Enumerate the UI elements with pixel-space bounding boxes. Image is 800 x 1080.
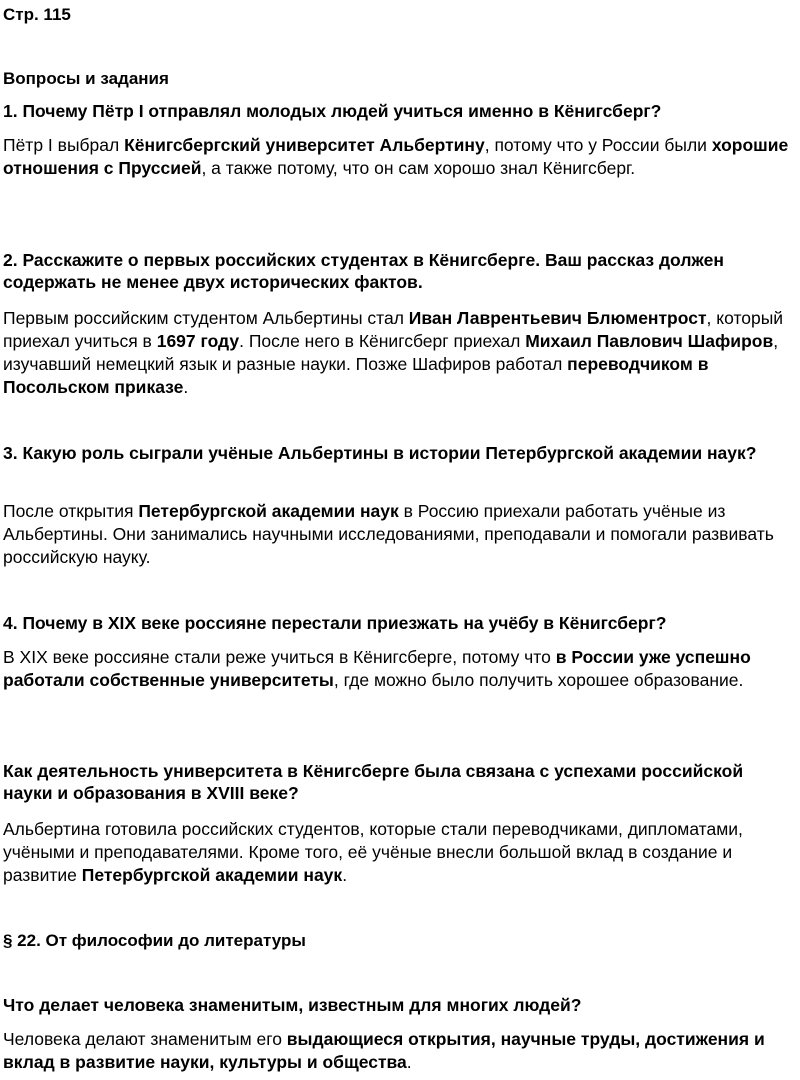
section-2-title: § 22. От философии до литературы xyxy=(3,931,306,950)
bold-term: Петербургской академии наук xyxy=(81,865,343,885)
bold-term: Кёнигсбергский университет Альбертину xyxy=(124,135,485,155)
plain-text: . После него в Кёнигсберг приехал xyxy=(239,331,526,351)
section-title: Вопросы и задания xyxy=(3,69,169,88)
plain-text: Альбертина готовила российских студентов, которые стали переводчиками, дипломатами, учёными и преподавателями. Кроме того, её учёные внесли большой вклад в создание и развитие xyxy=(3,819,743,885)
bold-term: Иван Лаврентьевич Блюментрост xyxy=(408,308,707,328)
plain-text: . xyxy=(183,377,189,397)
plain-text: В XIX веке россияне стали реже учиться в Кёнигсберге, потому что xyxy=(3,647,556,667)
answer-1 xyxy=(3,134,799,180)
question-3: 3. Какую роль сыграли учёные Альбертины в истории Петербургской академии наук? xyxy=(3,443,757,463)
plain-text: . xyxy=(342,865,348,885)
plain-text: Первым российским студентом Альбертины стал xyxy=(3,308,409,328)
plain-text: , изучавший немецкий язык и разные науки. Позже Шафиров работал xyxy=(3,331,779,374)
plain-text: Пётр I выбрал xyxy=(3,135,125,155)
bold-term: 1697 году xyxy=(156,331,240,351)
question-1: 1. Почему Пётр I отправлял молодых людей учиться именно в Кёнигсберг? xyxy=(3,101,662,121)
answer-2 xyxy=(3,307,799,399)
question-6: Что делает человека знаменитым, известным для многих людей? xyxy=(3,995,582,1015)
answer-5 xyxy=(3,818,799,887)
plain-text: После открытия xyxy=(3,501,139,521)
plain-text: Человека делают знаменитым его xyxy=(3,1029,287,1049)
plain-text: , где можно было получить хорошее образование. xyxy=(333,670,744,690)
answer-3 xyxy=(3,500,799,569)
plain-text: . xyxy=(406,1052,412,1072)
answer-6 xyxy=(3,1028,799,1074)
bold-term: Михаил Павлович Шафиров xyxy=(525,331,774,351)
bold-term: переводчиком в Посольском приказе xyxy=(3,354,709,397)
plain-text: , потому что у России были xyxy=(484,135,712,155)
answer-4 xyxy=(3,646,799,692)
question-5: Как деятельность университета в Кёнигсберге была связана с успехами российской науки и образования в XVIII веке? xyxy=(3,761,744,803)
plain-text: , а также потому, что он сам хорошо знал Кёнигсберг. xyxy=(201,158,636,178)
page-number: Стр. 115 xyxy=(3,5,71,24)
bold-term: выдающиеся открытия, научные труды, достижения и вклад в развитие науки, культуры и общества xyxy=(3,1029,765,1072)
plain-text: , который приехал учиться в xyxy=(3,308,784,351)
plain-text: в Россию приехали работать учёные из Альбертины. Они занимались научными исследованиями, преподавали и помогали развивать российскую науку. xyxy=(3,501,774,567)
bold-term: Петербургской академии наук xyxy=(138,501,399,521)
question-4: 4. Почему в XIX веке россияне перестали приезжать на учёбу в Кёнигсберг? xyxy=(3,613,667,633)
question-2: 2. Расскажите о первых российских студентах в Кёнигсберге. Ваш рассказ должен содержать не менее двух исторических фактов. xyxy=(3,250,724,292)
bold-term: в России уже успешно работали собственные университеты xyxy=(3,647,751,690)
bold-term: хорошие отношения с Пруссией xyxy=(3,135,789,178)
